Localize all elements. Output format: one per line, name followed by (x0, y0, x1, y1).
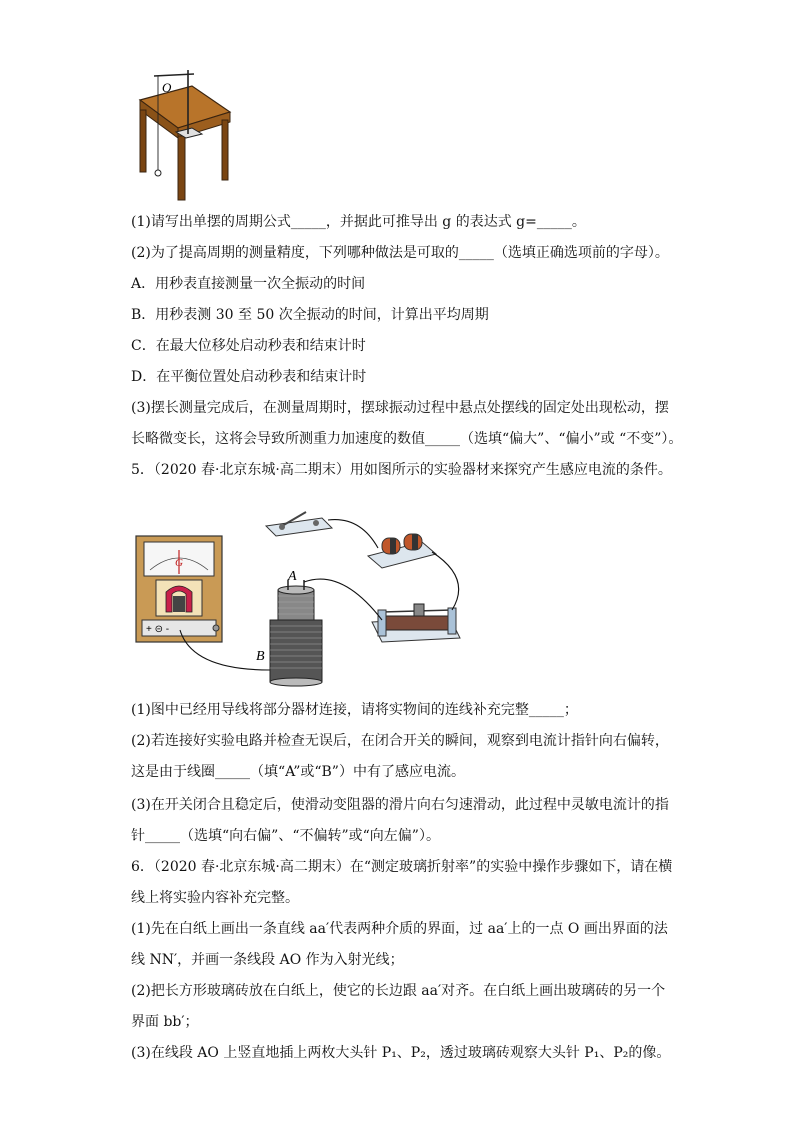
galvanometer-g-label: G (175, 557, 183, 569)
q4-option-b: B．用秒表测 30 至 50 次全振动的时间，计算出平均周期 (131, 307, 489, 323)
q4-part3-line1: (3)摆长测量完成后，在测量周期时，摆球振动过程中悬点处摆线的固定处出现松动，摆 (131, 400, 669, 416)
q4-option-a: A．用秒表直接测量一次全振动的时间 (131, 276, 366, 292)
galvanometer (136, 536, 222, 642)
q5-part2-line1: (2)若连接好实验电路并检查无误后，在闭合开关的瞬间，观察到电流计指针向右偏转， (131, 733, 669, 749)
q4-part1: (1)请写出单摆的周期公式_____，并据此可推导出 g 的表达式 g=_____。 (131, 214, 586, 230)
svg-text:+ ⊝ -: + ⊝ - (146, 624, 170, 635)
q5-part3-line1: (3)在开关闭合且稳定后，使滑动变阻器的滑片向右匀速滑动，此过程中灵敏电流计的指 (131, 797, 669, 813)
q4-part2: (2)为了提高周期的测量精度，下列哪种做法是可取的_____（选填正确选项前的字母）。 (131, 245, 669, 261)
q6-part2-line2: 界面 bb′； (131, 1014, 199, 1030)
q6-part1-line1: (1)先在白纸上画出一条直线 aa′代表两种介质的界面，过 aa′上的一点 O 画出界面的法 (131, 921, 668, 937)
q6-part3: (3)在线段 AO 上竖直地插上两枚大头针 P₁、P₂，透过玻璃砖观察大头针 P₁、P₂的像。 (131, 1045, 671, 1061)
q6-title-line2: 线上将实验内容补充完整。 (131, 890, 299, 906)
switch (266, 512, 332, 536)
q5-part1: (1)图中已经用导线将部分器材连接，请将实物间的连线补充完整_____； (131, 702, 578, 718)
q6-title-line1: 6．（2020 春·北京东城·高二期末）在“测定玻璃折射率”的实验中操作步骤如下，请在横 (131, 859, 673, 875)
q5-title: 5．（2020 春·北京东城·高二期末）用如图所示的实验器材来探究产生感应电流的条件。 (131, 462, 672, 478)
q5-part2-line2: 这是由于线圈_____（填“A”或“B”）中有了感应电流。 (131, 764, 465, 780)
rheostat (372, 604, 460, 642)
q4-part3-line2: 长略微变长，这将会导致所测重力加速度的数值_____（选填“偏大”、“偏小”或 “不变”）。 (131, 431, 683, 447)
q5-part3-line2: 针_____（选填“向右偏”、“不偏转”或“向左偏”）。 (131, 828, 440, 844)
q4-option-d: D．在平衡位置处启动秒表和结束计时 (131, 369, 367, 385)
coil-a-label: A (288, 569, 297, 584)
induction-apparatus-figure (132, 498, 472, 688)
q6-part2-line1: (2)把长方形玻璃砖放在白纸上，使它的长边跟 aa′对齐。在白纸上画出玻璃砖的另一个 (131, 983, 666, 999)
coil-b-label: B (256, 649, 265, 664)
point-o-label: O (162, 80, 172, 95)
pendulum-figure (132, 62, 232, 204)
coil-a-b (256, 569, 322, 686)
q4-option-c: C．在最大位移处启动秒表和结束计时 (131, 338, 366, 354)
battery-box (368, 534, 436, 568)
q6-part1-line2: 线 NN′，并画一条线段 AO 作为入射光线； (131, 952, 404, 968)
